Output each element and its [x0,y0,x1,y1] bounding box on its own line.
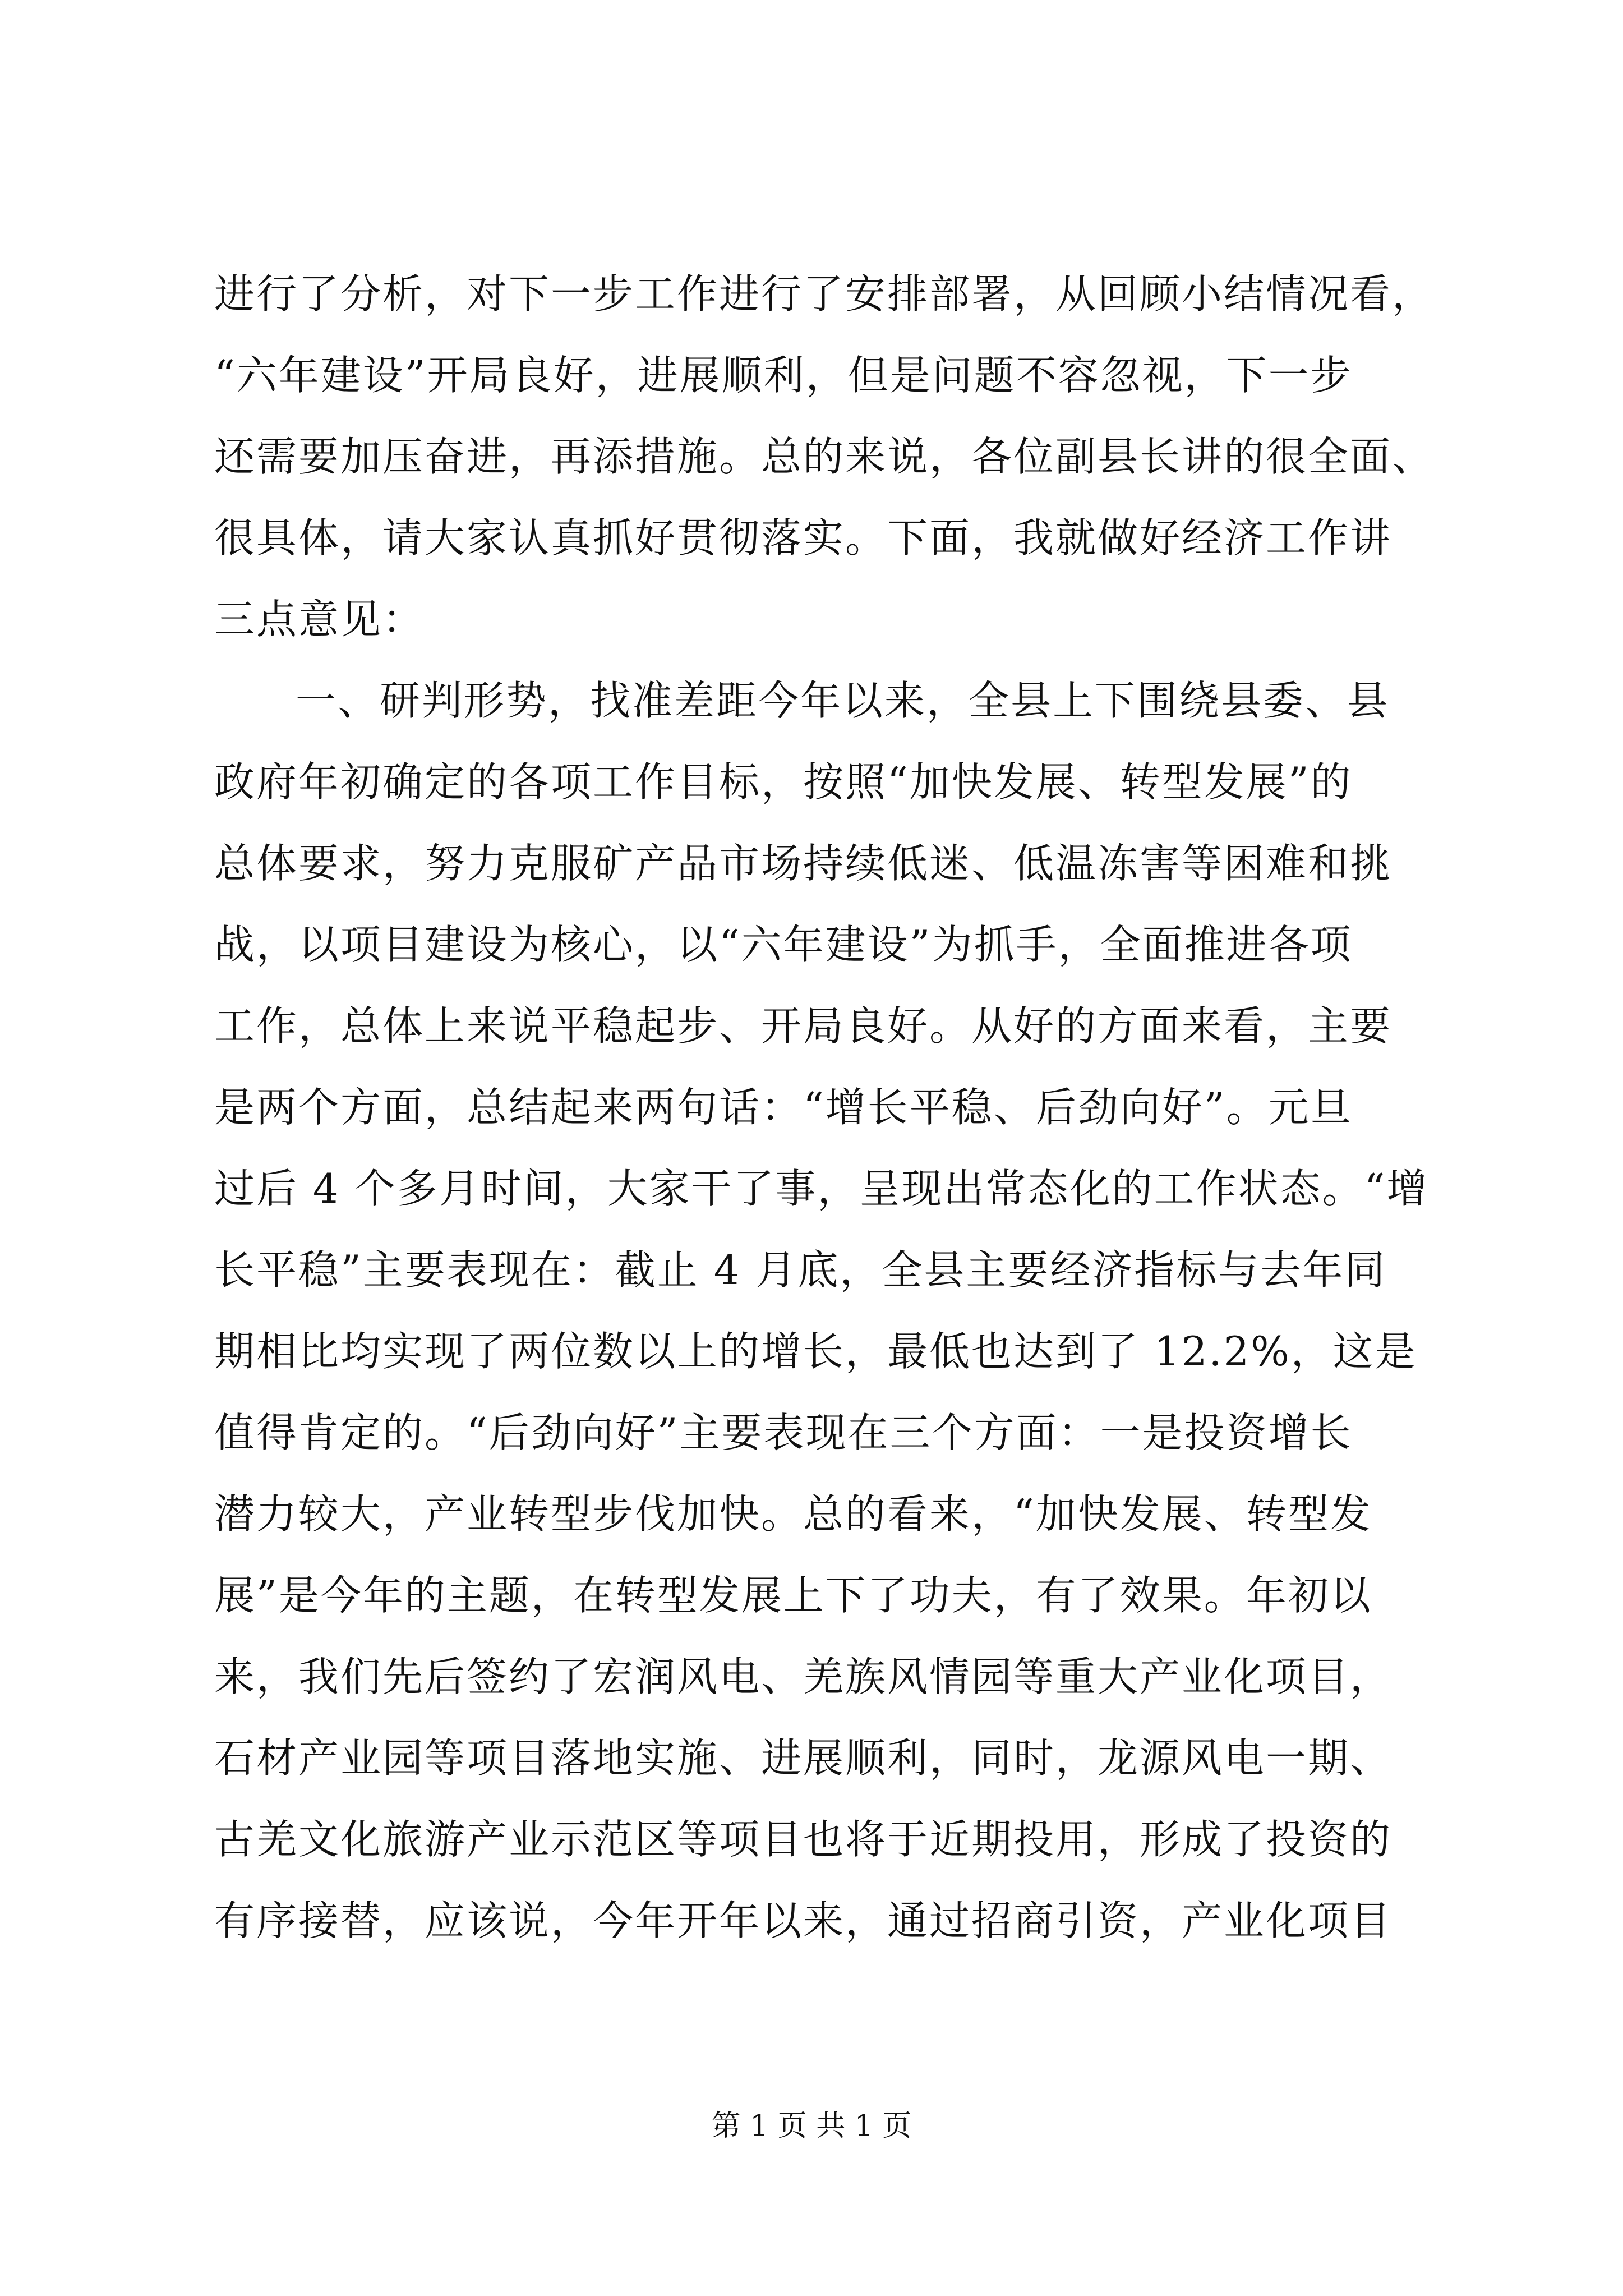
document-body [214,254,1437,1962]
text-line: 有序接替，应该说，今年开年以来，通过招商引资，产业化项目 [214,1897,1393,1944]
text-line: 政府年初确定的各项工作目标，按照“加快发展、转型发展”的 [214,758,1353,806]
text-line: 石材产业园等项目落地实施、进展顺利，同时，龙源风电一期、 [214,1734,1393,1782]
text-line: 来，我们先后签约了宏润风电、羌族风情园等重大产业化项目， [214,1653,1393,1700]
text-line: 进行了分析，对下一步工作进行了安排部署，从回顾小结情况看， [214,270,1435,318]
text-line: 工作，总体上来说平稳起步、开局良好。从好的方面来看，主要 [214,1002,1393,1050]
text-line: 潜力较大，产业转型步伐加快。总的看来，“加快发展、转型发 [214,1490,1372,1538]
text-line: 很具体，请大家认真抓好贯彻落实。下面，我就做好经济工作讲 [214,514,1393,562]
text-line: 期相比均实现了两位数以上的增长，最低也达到了 12.2%，这是 [214,1328,1417,1375]
text-line: 三点意见： [214,596,425,643]
text-line: 还需要加压奋进，再添措施。总的来说，各位副县长讲的很全面、 [214,433,1435,480]
text-line: 展”是今年的主题，在转型发展上下了功夫，有了效果。年初以 [214,1572,1372,1619]
text-line: 是两个方面，总结起来两句话：“增长平稳、后劲向好”。元旦 [214,1084,1353,1131]
text-line: 古羌文化旅游产业示范区等项目也将于近期投用，形成了投资的 [214,1816,1393,1863]
text-line: 长平稳”主要表现在：截止 4 月底，全县主要经济指标与去年同 [214,1246,1387,1294]
page-number-label: 第 1 页 共 1 页 [711,2109,912,2143]
text-line: 总体要求，努力克服矿产品市场持续低迷、低温冻害等困难和挑 [214,840,1393,887]
text-line: 过后 4 个多月时间，大家干了事，呈现出常态化的工作状态。“增 [214,1165,1429,1212]
text-line: 值得肯定的。“后劲向好”主要表现在三个方面：一是投资增长 [214,1409,1353,1456]
section-heading-line: 一、研判形势，找准差距今年以来，全县上下围绕县委、县 [296,677,1390,724]
text-line: 战，以项目建设为核心，以“六年建设”为抓手，全面推进各项 [214,921,1353,968]
page-footer [0,2106,1623,2146]
text-line: “六年建设”开局良好，进展顺利，但是问题不容忽视，下一步 [214,352,1353,399]
